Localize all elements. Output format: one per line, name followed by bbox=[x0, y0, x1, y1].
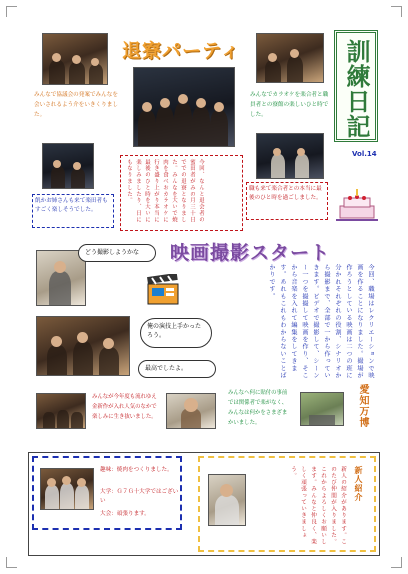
movie-section-title: 映画撮影スタート bbox=[170, 242, 331, 264]
photo-gathering bbox=[36, 393, 86, 429]
caption-right-top: みんなでカラオケを楽合者と職員者との寮館の楽しいひと時でした。 bbox=[250, 92, 329, 118]
photo-group bbox=[133, 67, 235, 147]
caption-left-mid-box: 飢かお姉さんも来て楽田者もすごく楽しそうでした。 bbox=[32, 194, 114, 228]
new-member-box bbox=[198, 456, 376, 552]
caption-bottom-left: みんなが今年度も流れゆえ金新作が入れ人気のなかで楽しみに生き抜いました。 bbox=[92, 394, 157, 420]
photo-outdoor-night bbox=[42, 143, 94, 189]
caption-right-mid-box: 職も来て楽合者との本当に最後のひと時を過ごしました。 bbox=[246, 182, 328, 220]
corner-mark-bottom-right bbox=[391, 557, 402, 568]
masthead-box bbox=[334, 30, 378, 142]
photo-smiling-member bbox=[166, 393, 216, 429]
new-member-text: 新人の紹介があります。このたび仲間が入りました。これからよろしくお願いします。みんなと仲良く、楽しく頑張っていきましょう。 bbox=[290, 466, 346, 546]
farewell-party-title: 退寮パーティ bbox=[122, 40, 241, 62]
speech-bubble-planning: どう撮影しようかな bbox=[78, 244, 156, 262]
photo-video-shoot bbox=[36, 316, 130, 376]
photo-farewell-night bbox=[256, 133, 324, 179]
photo-meeting bbox=[42, 33, 108, 85]
caption-bottom-center: みんなへ何に貼付の事前では関係者で楽がなく、みんなは何かをさまざまかいました。 bbox=[228, 390, 288, 426]
movie-story-text: 今回、職場はレクリエーションで映画を作ることになりました。撮場が作ろうとしている映画は二つの班に分かれそれぞれの役割、シナリオから撮影まで、全部で一から作っていきます。ビデオで撮影して、シーンー一つを撮撮して映画を作り、そこから音楽を入れて編集をしてきます。あれもこれもわからないことばかりです。 bbox=[268, 264, 374, 380]
farewell-story-box bbox=[120, 155, 243, 231]
corner-mark-top-left bbox=[6, 6, 17, 17]
caption-left-top: みんなで協議会の発案でみんなを会いされるよう介をいきくりました。 bbox=[34, 92, 118, 118]
profile-line-goal: 大会：頑張ります。 bbox=[100, 511, 150, 517]
photo-planning bbox=[36, 250, 86, 306]
corner-mark-top-right bbox=[391, 6, 402, 17]
speech-bubble-acting: 俺の演技上手かったろう。 bbox=[140, 318, 212, 348]
photo-new-members bbox=[40, 468, 94, 510]
cake-icon bbox=[334, 186, 380, 222]
photo-karaoke bbox=[256, 33, 324, 83]
farewell-story-text: 今回、なんと退会者の蜜田者がみの月三十日ででの退寮となりました。みんなを大いで焼肉を食べおカラオケに行き盛り上がり本当に最後のひと時を大いに楽しみましたり、日にもなりました。 bbox=[126, 159, 204, 223]
photo-aichi-expo bbox=[300, 392, 344, 426]
photo-new-member bbox=[208, 474, 246, 526]
profile-box bbox=[32, 456, 182, 530]
masthead-title: 訓練日記 bbox=[342, 39, 370, 139]
aichi-expo-label: 愛知万博 bbox=[357, 384, 368, 428]
profile-line-school: 大学：Ｇ７Ｇ十大学ではございい bbox=[100, 489, 179, 504]
corner-mark-bottom-left bbox=[6, 557, 17, 568]
clapperboard-icon bbox=[146, 274, 180, 306]
speech-bubble-praise: 最高でしたよ。 bbox=[138, 360, 216, 378]
new-member-title: 新人紹介 bbox=[354, 466, 363, 502]
profile-line-hobby: 趣味：焼肉をつくりました。 bbox=[100, 467, 173, 473]
volume-label: Vol.14 bbox=[352, 150, 377, 158]
